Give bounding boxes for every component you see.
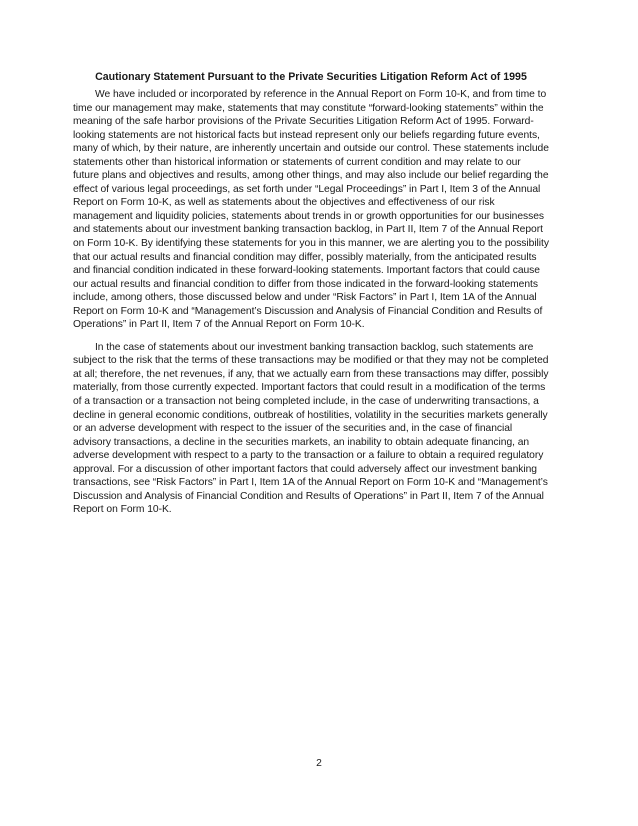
paragraph-forward-looking-statements: We have included or incorporated by reference in the Annual Report on Form 10-K, and from time to time our management may make, statements that may constitute “forward-looking statements” within the meaning of the safe harbor provisions of the Private Securities Litigation Reform Act of 1995. Forward-looking statements are not historical facts but instead represent only our beliefs regarding future events, many of which, by their nature, are inherently uncertain and outside our control. These statements include statements other than historical information or statements of current condition and may relate to our future plans and objectives and results, among other things, and may also include our belief regarding the effect of various legal proceedings, as set forth under “Legal Proceedings” in Part I, Item 3 of the Annual Report on Form 10-K, as well as statements about the objectives and effectiveness of our risk management and liquidity policies, statements about trends in or growth opportunities for our businesses and statements about our investment banking transaction backlog, in Part II, Item 7 of the Annual Report on Form 10-K. By identifying these statements for you in this manner, we are alerting you to the possibility that our actual results and financial condition may differ, possibly materially, from the anticipated results and financial condition indicated in these forward-looking statements. Important factors that could cause our actual results and financial condition to differ from those indicated in the forward-looking statements include, among others, those discussed below and under “Risk Factors” in Part I, Item 1A of the Annual Report on Form 10-K and “Management’s Discussion and Analysis of Financial Condition and Results of Operations” in Part II, Item 7 of the Annual Report on Form 10-K. bbox=[73, 89, 549, 331]
page-number: 2 bbox=[316, 758, 322, 769]
section-heading: Cautionary Statement Pursuant to the Private Securities Litigation Reform Act of 1995 bbox=[95, 71, 527, 83]
paragraph-investment-banking-backlog: In the case of statements about our investment banking transaction backlog, such statements are subject to the risk that the terms of these transactions may be modified or that they may not be completed at all; therefore, the net revenues, if any, that we actually earn from these transactions may differ, possibly materially, from those currently expected. Important factors that could result in a modification of the terms of a transaction or a transaction not being completed include, in the case of underwriting transactions, a decline in general economic conditions, outbreak of hostilities, volatility in the securities markets generally or an adverse development with respect to the issuer of the securities and, in the case of financial advisory transactions, a decline in the securities markets, an inability to obtain adequate financing, an adverse development with respect to a party to the transaction or a failure to obtain a required regulatory approval. For a discussion of other important factors that could adversely affect our investment banking transactions, see “Risk Factors” in Part I, Item 1A of the Annual Report on Form 10-K and “Management’s Discussion and Analysis of Financial Condition and Results of Operations” in Part II, Item 7 of the Annual Report on Form 10-K. bbox=[73, 341, 549, 516]
document-body bbox=[73, 70, 549, 526]
